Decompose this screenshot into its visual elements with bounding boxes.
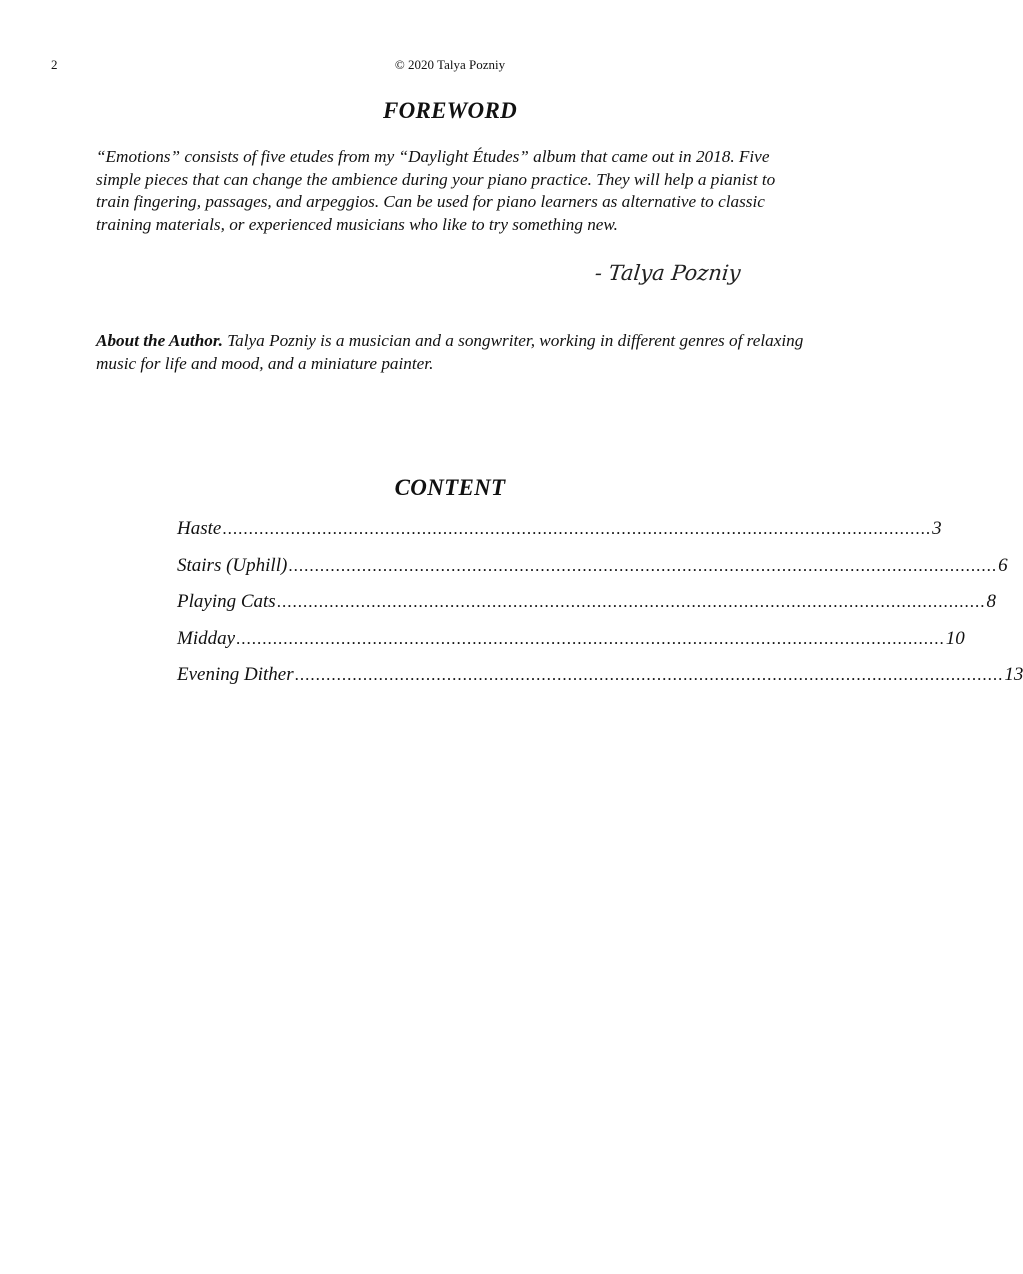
toc-item-title: Evening Dither bbox=[177, 664, 294, 685]
toc-item-page: 3 bbox=[932, 518, 942, 539]
toc-leader-dots: ....................................................................................................................................... bbox=[276, 592, 986, 611]
author-signature: - Talya Pozniy bbox=[593, 261, 742, 285]
foreword-text: “Emotions” consists of five etudes from my “Daylight Études” album that came out in 2018. Five simple pieces that can change the ambience during your piano practice. They will help a pianist to train fingering, passages, and arpeggios. Can be used for piano learners as alternative to classic training materials, or experienced musicians who like to try something new. bbox=[96, 147, 776, 234]
toc-item-stairs-uphill[interactable] bbox=[177, 554, 1008, 592]
copyright-notice: © 2020 Talya Pozniy bbox=[394, 57, 506, 72]
toc-item-title: Haste bbox=[177, 518, 222, 539]
toc-leader-dots: ....................................................................................................................................... bbox=[288, 555, 998, 575]
about-author-text: Talya Pozniy is a musician and a songwriter, working in different genres of relaxing music for life and mood, and a miniature painter. bbox=[96, 331, 804, 373]
toc-item-page: 6 bbox=[998, 554, 1008, 576]
toc-item-title: Midday bbox=[177, 627, 236, 649]
toc-item-page: 8 bbox=[986, 591, 996, 612]
toc-item-page: 10 bbox=[945, 627, 965, 649]
content-title: CONTENT bbox=[394, 475, 506, 500]
toc-leader-dots: ....................................................................................................................................... bbox=[294, 665, 1004, 684]
page-number: 2 bbox=[51, 57, 58, 72]
toc-item-title: Stairs (Uphill) bbox=[177, 554, 288, 576]
toc-item-title: Playing Cats bbox=[177, 591, 276, 612]
toc-leader-dots: ....................................................................................................................................... bbox=[222, 519, 932, 538]
toc-item-playing-cats[interactable] bbox=[177, 591, 996, 628]
toc-leader-dots: ....................................................................................................................................... bbox=[236, 628, 945, 648]
toc-item-midday[interactable] bbox=[177, 627, 965, 665]
toc-item-haste[interactable] bbox=[177, 518, 942, 555]
table-of-contents bbox=[177, 518, 1023, 701]
toc-item-evening-dither[interactable] bbox=[177, 664, 1023, 701]
about-author bbox=[96, 330, 810, 375]
about-author-label: About the Author. bbox=[96, 331, 223, 350]
toc-item-page: 13 bbox=[1004, 664, 1023, 685]
foreword-title: FOREWORD bbox=[382, 98, 518, 123]
